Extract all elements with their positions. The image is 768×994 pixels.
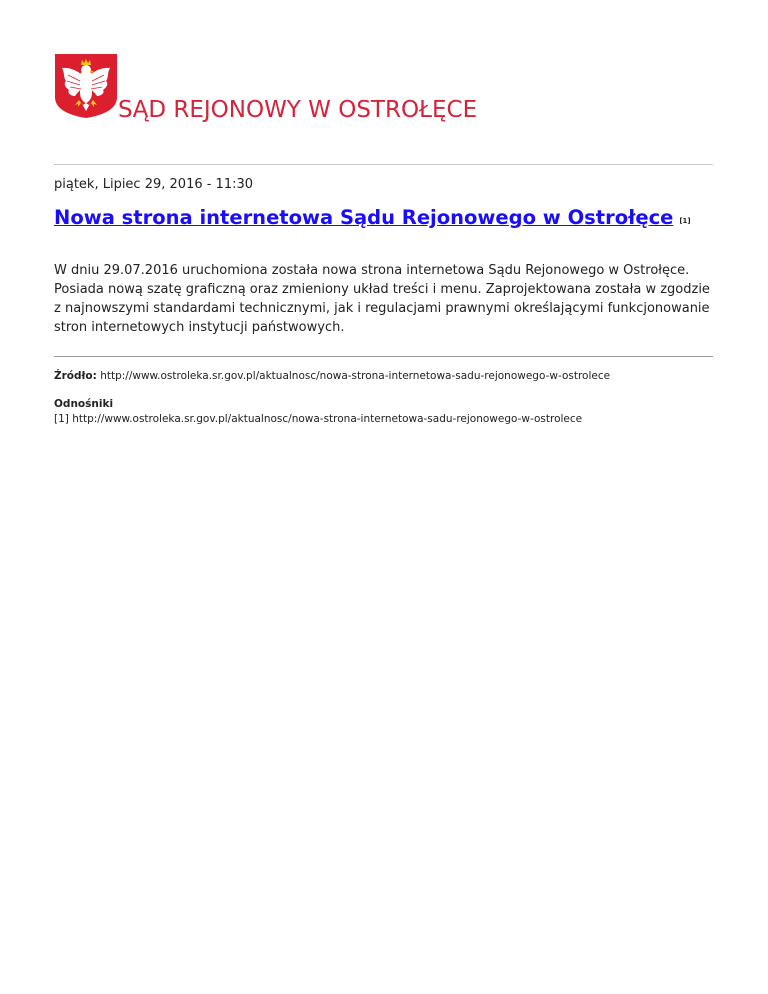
page bbox=[54, 0, 713, 425]
links-item-url: http://www.ostroleka.sr.gov.pl/aktualnosc/nowa-strona-internetowa-sadu-rejonowego-w-ostrolece bbox=[72, 413, 583, 425]
footnote-ref: [1] bbox=[679, 217, 691, 225]
source-label: Źródło: bbox=[54, 370, 97, 382]
article-title-link[interactable]: Nowa strona internetowa Sądu Rejonowego w Ostrołęce bbox=[54, 206, 674, 229]
links-item-ref: [1] bbox=[54, 413, 69, 425]
polish-eagle-emblem-icon bbox=[54, 53, 118, 119]
links-item bbox=[54, 413, 582, 425]
article-date: piątek, Lipiec 29, 2016 - 11:30 bbox=[54, 177, 254, 192]
footer-divider bbox=[54, 356, 713, 357]
site-title: SĄD REJONOWY W OSTROŁĘCE bbox=[118, 97, 478, 123]
links-heading: Odnośniki bbox=[54, 398, 114, 410]
source-url: http://www.ostroleka.sr.gov.pl/aktualnosc/nowa-strona-internetowa-sadu-rejonowego-w-ostrolece bbox=[100, 370, 611, 382]
article-body: W dniu 29.07.2016 uruchomiona została nowa strona internetowa Sądu Rejonowego w Ostrołęce. Posiada nową szatę graficzną oraz zmieniony układ treści i menu. Zaprojektowana została w zgodzie z najnowszymi standardami technicznymi, jak i regulacjami prawnymi określającymi funkcjonowanie stron internetowych instytucji państwowych. bbox=[54, 263, 710, 335]
article-title bbox=[54, 206, 691, 229]
source-line bbox=[54, 370, 610, 382]
site-header bbox=[54, 0, 713, 165]
